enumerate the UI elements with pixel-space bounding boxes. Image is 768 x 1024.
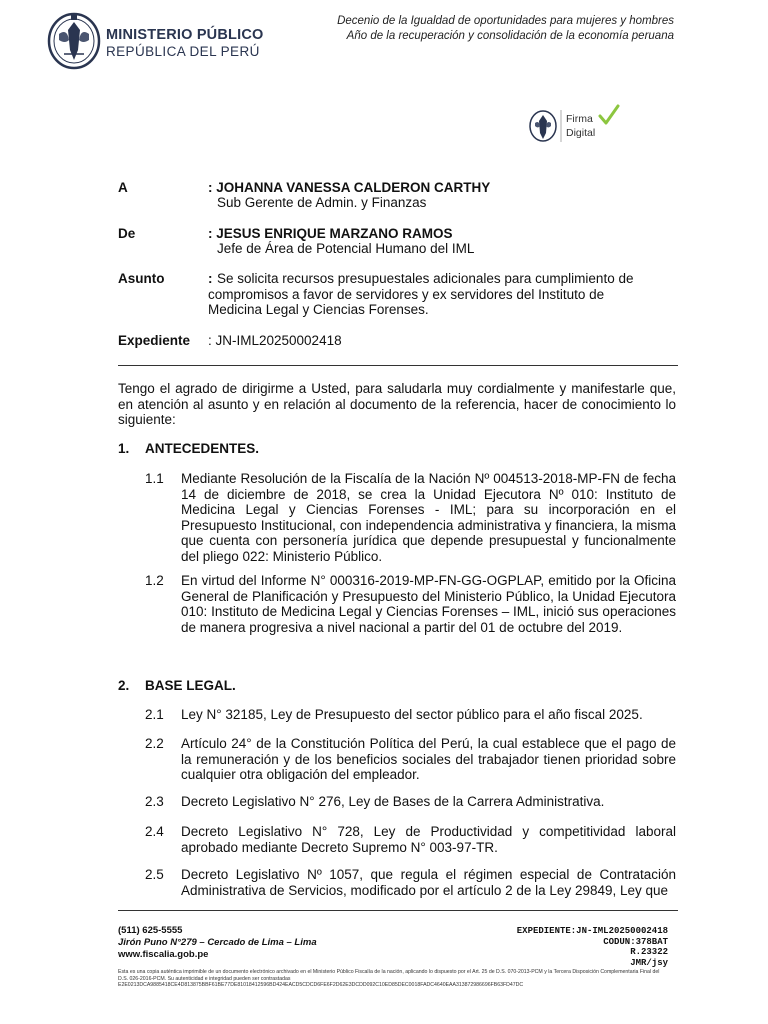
footer-website: www.fiscalia.gob.pe (118, 949, 209, 960)
footer-divider (118, 910, 678, 911)
sender-role: Jefe de Área de Potencial Humano del IML (217, 241, 475, 256)
header-divider (118, 365, 678, 366)
item-text: Artículo 24° de la Constitución Política del Perú, la cual establece que el pago de la remuneración y de los beneficios sociales del trabajador tienen prioridad sobre cualquier otra obligación del empleador. (181, 736, 676, 782)
field-de-label: De (118, 226, 136, 241)
item-text: Decreto Legislativo N° 728, Ley de Productividad y competitividad laboral aprobado mediante Decreto Supremo N° 003-97-TR. (181, 824, 676, 855)
footer-codun: CODUN:378BAT (603, 936, 668, 947)
footer-ref: R.23322 (630, 947, 668, 957)
footer-address: Jirón Puno N°279 – Cercado de Lima – Lima (118, 937, 317, 948)
item-number: 2.2 (145, 736, 164, 751)
sender-name: : JESUS ENRIQUE MARZANO RAMOS (208, 226, 453, 241)
asunto-line: Se solicita recursos presupuestales adicionales para cumplimiento de (217, 271, 634, 286)
footer-initials: JMR/jsy (630, 957, 668, 968)
item-number: 2.3 (145, 794, 164, 809)
item-text: Mediante Resolución de la Fiscalía de la Nación Nº 004513-2018-MP-FN de fecha 14 de diciembre de 2018, se crea la Unidad Ejecutora Nº 010: Instituto de Medicina Legal y Ciencias Forenses - IML; para su incorporación en el Presupuesto Institucional, con independencia administrativa y financiera, la misma que cuenta con personería jurídica que depende presupuestal y funcionalmente del pliego 022: Ministerio Público. (181, 471, 676, 564)
item-text: Decreto Legislativo N° 276, Ley de Bases de la Carrera Administrativa. (181, 794, 605, 809)
field-a-label: A (118, 180, 128, 195)
org-name: MINISTERIO PÚBLICO (106, 27, 264, 43)
item-text: Decreto Legislativo Nº 1057, que regula el régimen especial de Contratación Administrativa de Servicios, modificado por el artículo 2 de la Ley 29849, Ley que (181, 867, 676, 898)
anio-line: Año de la recuperación y consolidación de la economía peruana (346, 30, 674, 42)
decenio-text (337, 14, 674, 44)
asunto-colon: : (208, 271, 213, 286)
footer-phone: (511) 625-5555 (118, 925, 183, 936)
legal-line: D.S. 026-2016-PCM. Su autenticidad e integridad pueden ser contrastadas (118, 975, 291, 982)
firma-digital-label (566, 112, 595, 140)
item-number: 2.1 (145, 707, 164, 722)
ministerio-publico-seal-icon (47, 10, 101, 70)
field-asunto-label: Asunto (118, 271, 165, 286)
section-number: 1. (118, 441, 130, 456)
legal-line: Esta es una copia auténtica imprimible de un documento electrónico archivado en el Ministerio Público Fiscalía de la nación, aplicando lo dispuesto por el Art. 25 de D.S. 070-2013-PCM y la Tercera Disposición Complementaria Final del (118, 969, 660, 975)
item-text: Ley N° 32185, Ley de Presupuesto del sector público para el año fiscal 2025. (181, 707, 643, 722)
item-number: 2.4 (145, 824, 164, 839)
footer-expediente: EXPEDIENTE:JN-IML20250002418 (516, 926, 668, 936)
decenio-line: Decenio de la Igualdad de oportunidades para mujeres y hombres (337, 15, 674, 27)
item-number: 1.1 (145, 471, 164, 486)
firma-line: Firma (566, 113, 593, 125)
asunto-line: Medicina Legal y Ciencias Forenses. (208, 302, 429, 317)
verification-hash: E2E0213DCA9885418CE4D813875BBF61BE77DE81018412596BD424EACD5CDCD6FE6F2D62E3DCDD092C10ED85DEC0018FADC4640EAA313872986696FB63FD47DC (118, 982, 524, 988)
expediente-value: : JN-IML20250002418 (208, 333, 342, 348)
section-number: 2. (118, 678, 130, 693)
footer-contact (118, 925, 317, 961)
footer-legal-notice (118, 969, 678, 989)
footer-expediente-block (517, 926, 668, 968)
check-icon (600, 106, 618, 123)
item-text: En virtud del Informe N° 000316-2019-MP-FN-GG-OGPLAP, emitido por la Oficina General de Planificación y Presupuesto del Ministerio Público, la Unidad Ejecutora 010: Instituto de Medicina Legal y Ciencias Forenses – IML, inició sus operaciones de manera progresiva a nivel nacional a partir del 01 de octubre del 2019. (181, 573, 676, 635)
asunto-line: compromisos a favor de servidores y ex servidores del Instituto de (208, 287, 605, 302)
digital-line: Digital (566, 127, 596, 139)
intro-paragraph: Tengo el agrado de dirigirme a Usted, para saludarla muy cordialmente y manifestarle que, en atención al asunto y en relación al documento de la referencia, hacer de conocimiento lo siguiente: (118, 381, 676, 427)
recipient-role: Sub Gerente de Admin. y Finanzas (217, 195, 427, 210)
field-expediente-label: Expediente (118, 333, 191, 348)
item-number: 2.5 (145, 867, 164, 882)
recipient-name: : JOHANNA VANESSA CALDERON CARTHY (208, 180, 491, 195)
section-title: ANTECEDENTES. (145, 441, 260, 456)
section-title: BASE LEGAL. (145, 678, 236, 693)
item-number: 1.2 (145, 573, 164, 588)
org-country: REPÚBLICA DEL PERÚ (106, 44, 260, 59)
